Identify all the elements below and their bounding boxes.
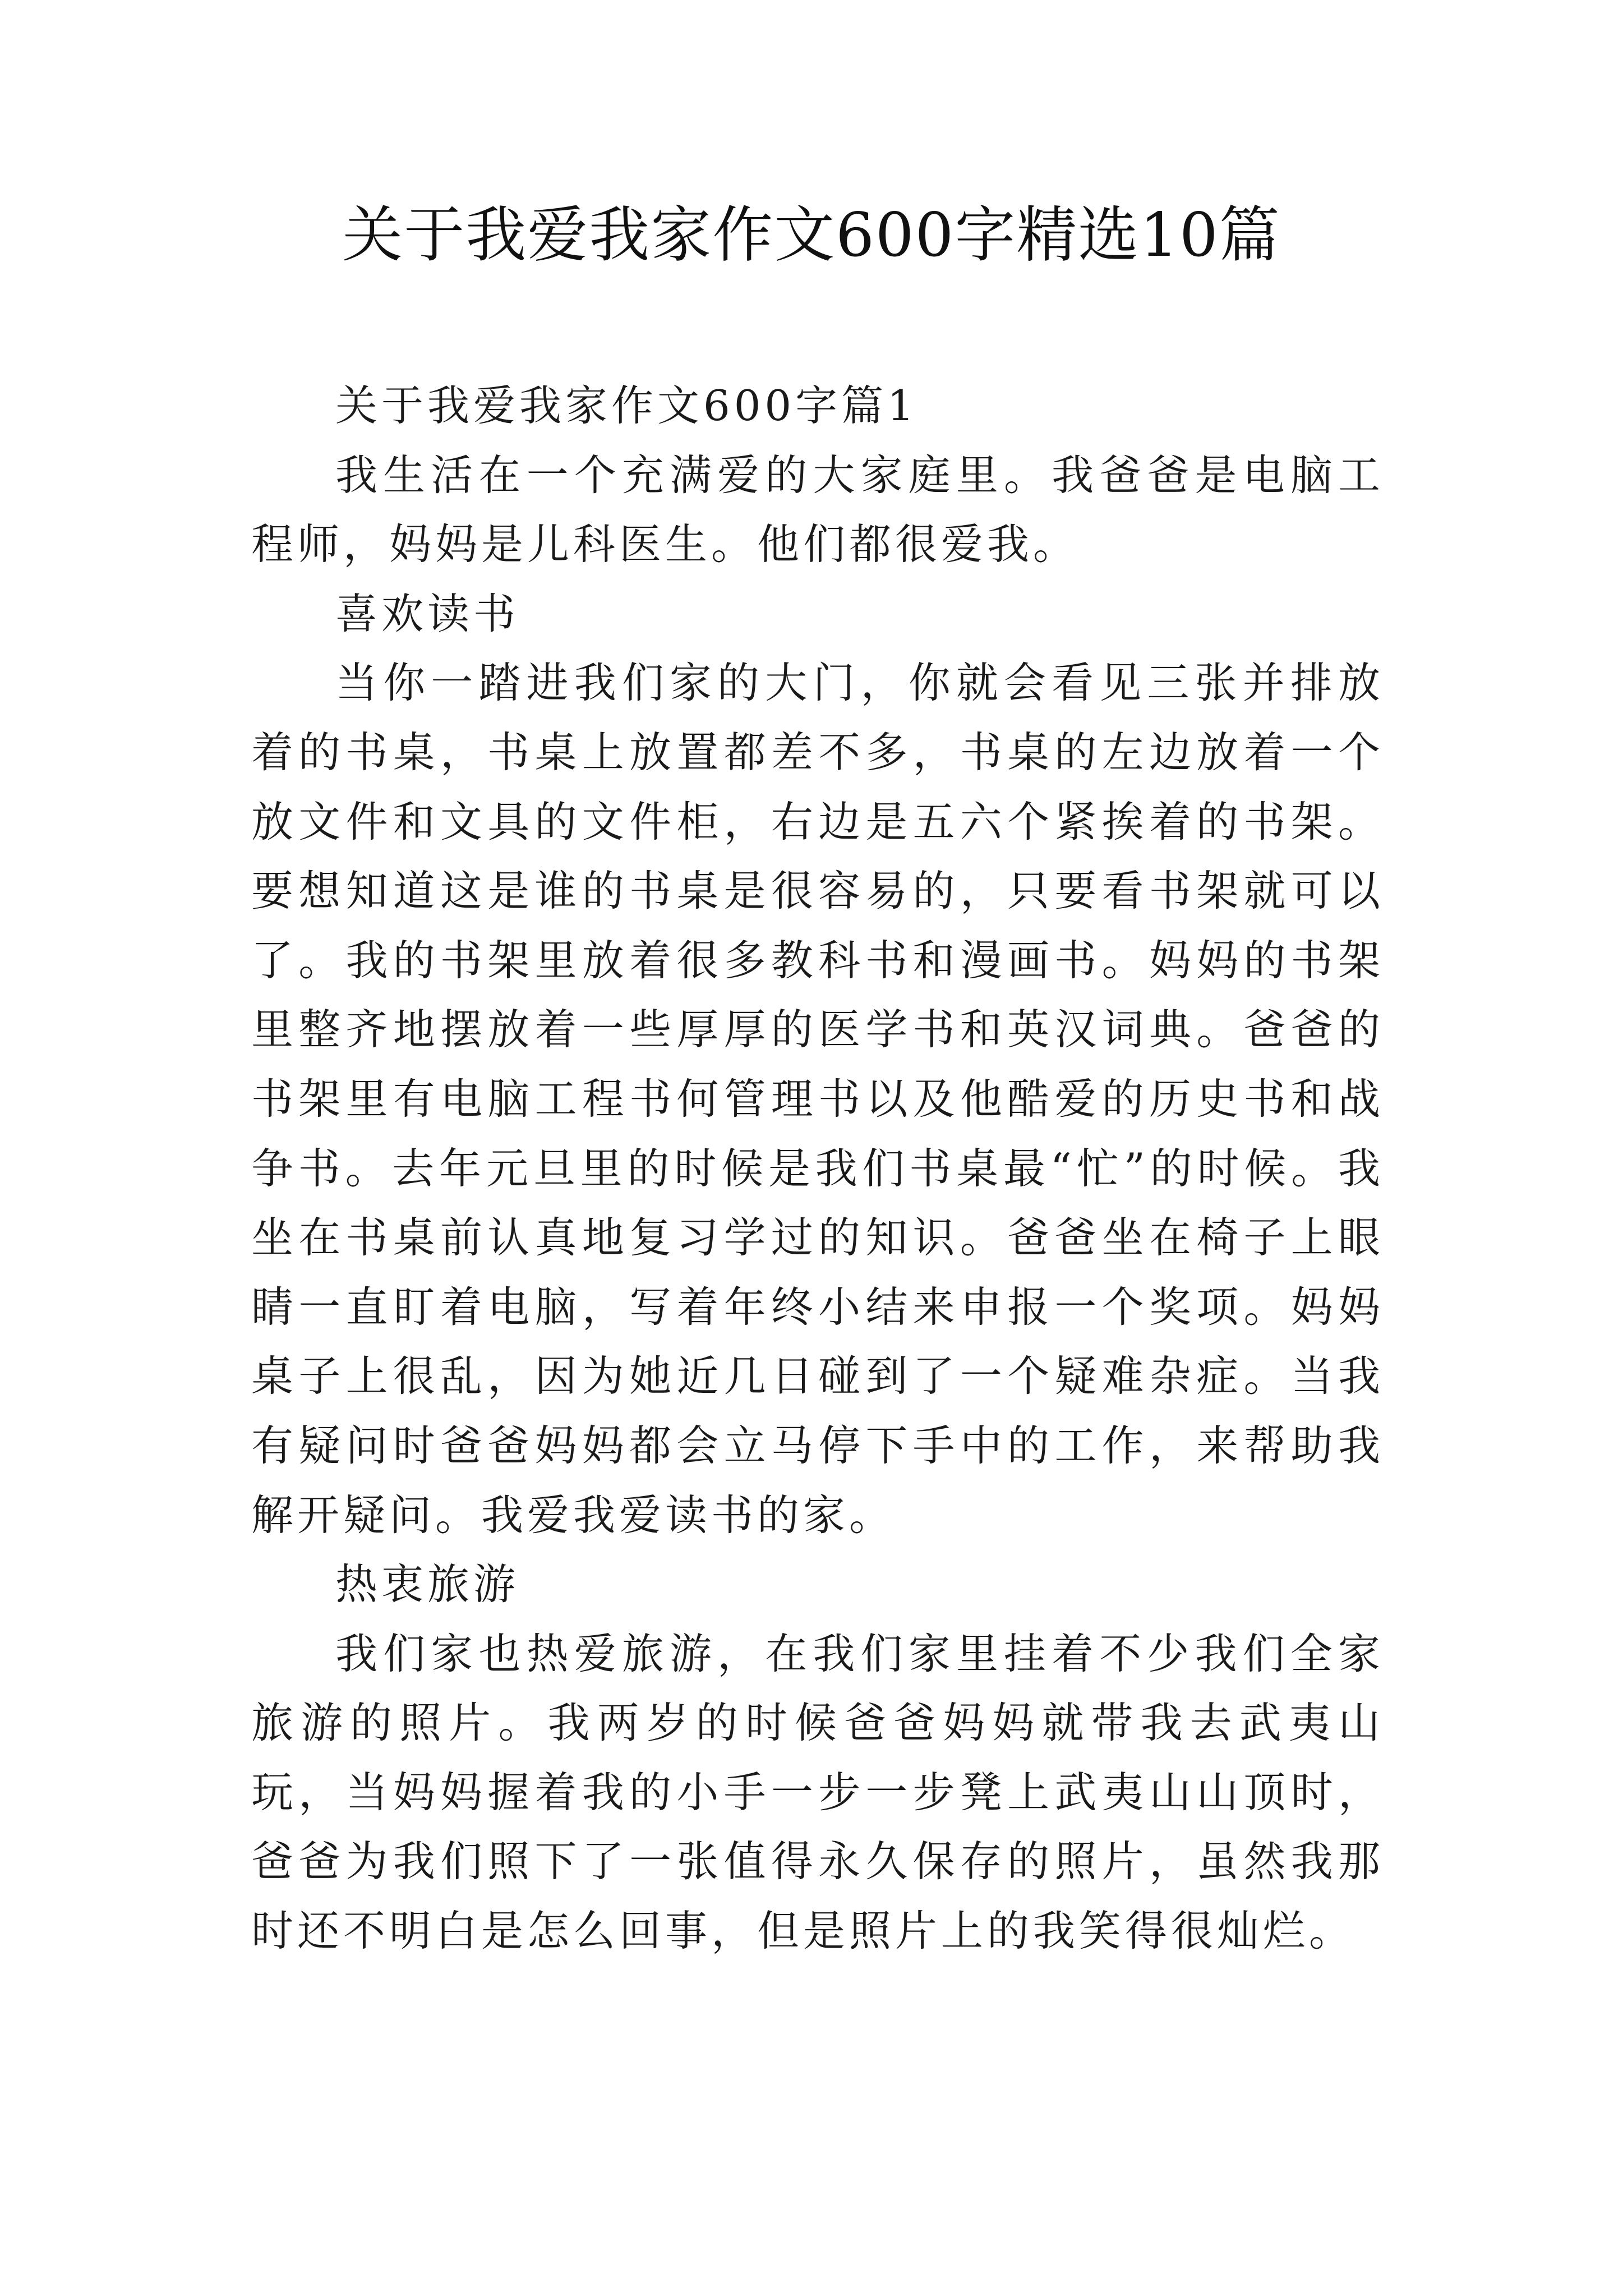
subheading-reading: 喜欢读书 xyxy=(335,588,520,638)
subheading-travel: 热衷旅游 xyxy=(335,1559,520,1609)
paragraph-travel: 我们家也热爱旅游，在我们家里挂着不少我们全家旅游的照片。我两岁的时候爸爸妈妈就带我去武夷山玩，当妈妈握着我的小手一步一步凳上武夷山山顶时，爸爸为我们照下了一张值得永久保存的照片，虽然我那时还不明白是怎么回事，但是照片上的我笑得很灿烂。 xyxy=(251,1628,1384,1956)
document-title: 关于我爱我家作文600字精选10篇 xyxy=(342,200,1281,270)
paragraph-family-intro: 我生活在一个充满爱的大家庭里。我爸爸是电脑工程师，妈妈是儿科医生。他们都很爱我。 xyxy=(251,450,1384,569)
document-body xyxy=(251,371,1384,1966)
paragraph-reading: 当你一踏进我们家的大门，你就会看见三张并排放着的书桌，书桌上放置都差不多，书桌的左边放着一个放文件和文具的文件柜，右边是五六个紧挨着的书架。要想知道这是谁的书桌是很容易的，只要看书架就可以了。我的书架里放着很多教科书和漫画书。妈妈的书架里整齐地摆放着一些厚厚的医学书和英汉词典。爸爸的书架里有电脑工程书何管理书以及他酷爱的历史书和战争书。去年元旦里的时候是我们书桌最“忙”的时候。我坐在书桌前认真地复习学过的知识。爸爸坐在椅子上眼睛一直盯着电脑，写着年终小结来申报一个奖项。妈妈桌子上很乱，因为她近几日碰到了一个疑难杂症。当我有疑问时爸爸妈妈都会立马停下手中的工作，来帮助我解开疑问。我爱我爱读书的家。 xyxy=(251,658,1384,1540)
section-heading-essay-1: 关于我爱我家作文600字篇1 xyxy=(335,381,918,430)
